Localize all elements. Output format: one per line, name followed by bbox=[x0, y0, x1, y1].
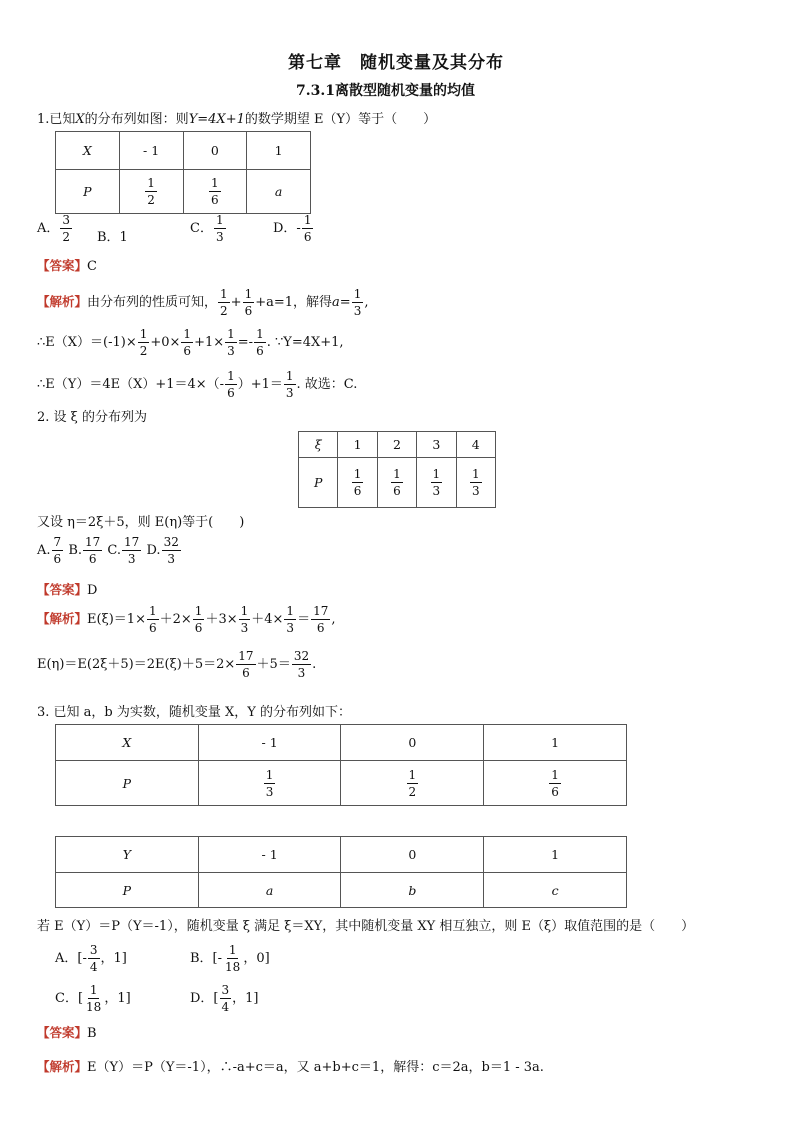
table-cell: 0 bbox=[341, 837, 484, 873]
q3-option-c: C．[ $\frac{1}{18}$ ，1] bbox=[55, 983, 131, 1014]
table-cell: 0 bbox=[341, 725, 484, 761]
q3-answer: 【答案】B bbox=[37, 1025, 97, 1041]
section-title: 7.3.1离散型随机变量的均值 bbox=[296, 83, 475, 99]
q3-option-d: D．[ $\frac{3}{4}$ ，1] bbox=[190, 983, 259, 1014]
table-cell: 4 bbox=[456, 432, 495, 458]
table-cell: $\frac{1}{3}$ bbox=[456, 458, 495, 508]
table-cell: a bbox=[247, 170, 311, 214]
q1-analysis-line3: ∴E（Y）＝4E（X）+1＝4×（- $\frac{1}{6}$ ）+1＝ $\frac{1}{3}$ . 故选：C. bbox=[37, 369, 358, 400]
q2-distribution-table bbox=[298, 431, 496, 508]
table-cell: $\frac{1}{6}$ bbox=[338, 458, 377, 508]
table-cell: 3 bbox=[417, 432, 456, 458]
table-cell: $\frac{1}{6}$ bbox=[183, 170, 247, 214]
q1-answer: 【答案】C bbox=[37, 258, 97, 274]
table-cell: 1 bbox=[247, 132, 311, 170]
table-cell: $\frac{1}{2}$ bbox=[119, 170, 183, 214]
table-cell: $\frac{1}{6}$ bbox=[484, 761, 627, 806]
q1-option-b: B．1 bbox=[97, 230, 128, 245]
table-cell: $\frac{1}{2}$ bbox=[341, 761, 484, 806]
table-cell: $\frac{1}{3}$ bbox=[198, 761, 341, 806]
q2-stem: 2. 设 ξ 的分布列为 bbox=[37, 410, 147, 425]
table-cell: - 1 bbox=[119, 132, 183, 170]
table-cell: 0 bbox=[183, 132, 247, 170]
q1-analysis-line1: 【解析】由分布列的性质可知， $\frac{1}{2}$ + $\frac{1}{6}$ +a=1，解得a= $\frac{1}{3}$ , bbox=[37, 287, 369, 318]
table-cell: X bbox=[56, 132, 120, 170]
q3-analysis: 【解析】E（Y）＝P（Y＝-1），∴-a+c＝a，又 a+b+c＝1，解得：c＝2a，b＝1 - 3a. bbox=[37, 1059, 544, 1075]
table-cell: $\frac{1}{6}$ bbox=[377, 458, 416, 508]
table-cell: X bbox=[56, 725, 199, 761]
q1-option-c: C． $\frac{1}{3}$ bbox=[190, 213, 224, 244]
q1-analysis-line2: ∴E（X）＝(-1)× $\frac{1}{2}$ +0× $\frac{1}{6}$ +1× $\frac{1}{3}$ =- $\frac{1}{6}$ . ∵Y=4X+1, bbox=[37, 327, 344, 358]
table-cell: a bbox=[198, 873, 341, 908]
table-cell: c bbox=[484, 873, 627, 908]
table-cell: P bbox=[56, 761, 199, 806]
q3-stem2: 若 E（Y）＝P（Y＝-1），随机变量 ξ 满足 ξ＝XY，其中随机变量 XY 相互独立，则 E（ξ）取值范围的是（ ） bbox=[37, 919, 695, 934]
table-cell: - 1 bbox=[198, 837, 341, 873]
q2-options: A. $\frac{7}{6}$ B. $\frac{17}{6}$ C. $\frac{17}{3}$ D. $\frac{32}{3}$ bbox=[37, 535, 179, 566]
table-cell: 1 bbox=[484, 837, 627, 873]
q1-option-d: D．- $\frac{1}{6}$ bbox=[273, 213, 312, 244]
table-cell: ξ bbox=[299, 432, 338, 458]
table-cell: - 1 bbox=[198, 725, 341, 761]
table-cell: 1 bbox=[484, 725, 627, 761]
q1-distribution-table bbox=[55, 131, 311, 214]
q1-option-a: A． $\frac{3}{2}$ bbox=[37, 213, 71, 244]
q3-x-distribution-table bbox=[55, 724, 627, 806]
q3-y-distribution-table bbox=[55, 836, 627, 908]
table-cell: 2 bbox=[377, 432, 416, 458]
table-cell: b bbox=[341, 873, 484, 908]
q2-stem2: 又设 η＝2ξ＋5，则 E(η)等于( ) bbox=[37, 515, 245, 530]
q3-stem: 3. 已知 a，b 为实数，随机变量 X，Y 的分布列如下： bbox=[37, 705, 351, 720]
table-cell: P bbox=[56, 170, 120, 214]
q2-answer: 【答案】D bbox=[37, 582, 98, 598]
table-cell: $\frac{1}{3}$ bbox=[417, 458, 456, 508]
q2-analysis-line1: 【解析】E(ξ)＝1× $\frac{1}{6}$ ＋2× $\frac{1}{6}$ ＋3× $\frac{1}{3}$ ＋4× $\frac{1}{3}$ ＝ $\frac{17}{6}$ , bbox=[37, 604, 336, 635]
table-cell: Y bbox=[56, 837, 199, 873]
table-cell: P bbox=[299, 458, 338, 508]
table-cell: P bbox=[56, 873, 199, 908]
table-cell: 1 bbox=[338, 432, 377, 458]
q2-analysis-line2: E(η)＝E(2ξ＋5)＝2E(ξ)＋5＝2× $\frac{17}{6}$ ＋5＝ $\frac{32}{3}$ . bbox=[37, 649, 317, 680]
q3-option-b: B．[- $\frac{1}{18}$ ，0] bbox=[190, 943, 270, 974]
chapter-title: 第七章 随机变量及其分布 bbox=[288, 53, 504, 73]
q3-option-a: A．[- $\frac{3}{4}$ ，1] bbox=[55, 943, 127, 974]
q1-stem: 1.已知X的分布列如图：则Y=4X+1的数学期望 E（Y）等于（ ） bbox=[37, 112, 437, 127]
